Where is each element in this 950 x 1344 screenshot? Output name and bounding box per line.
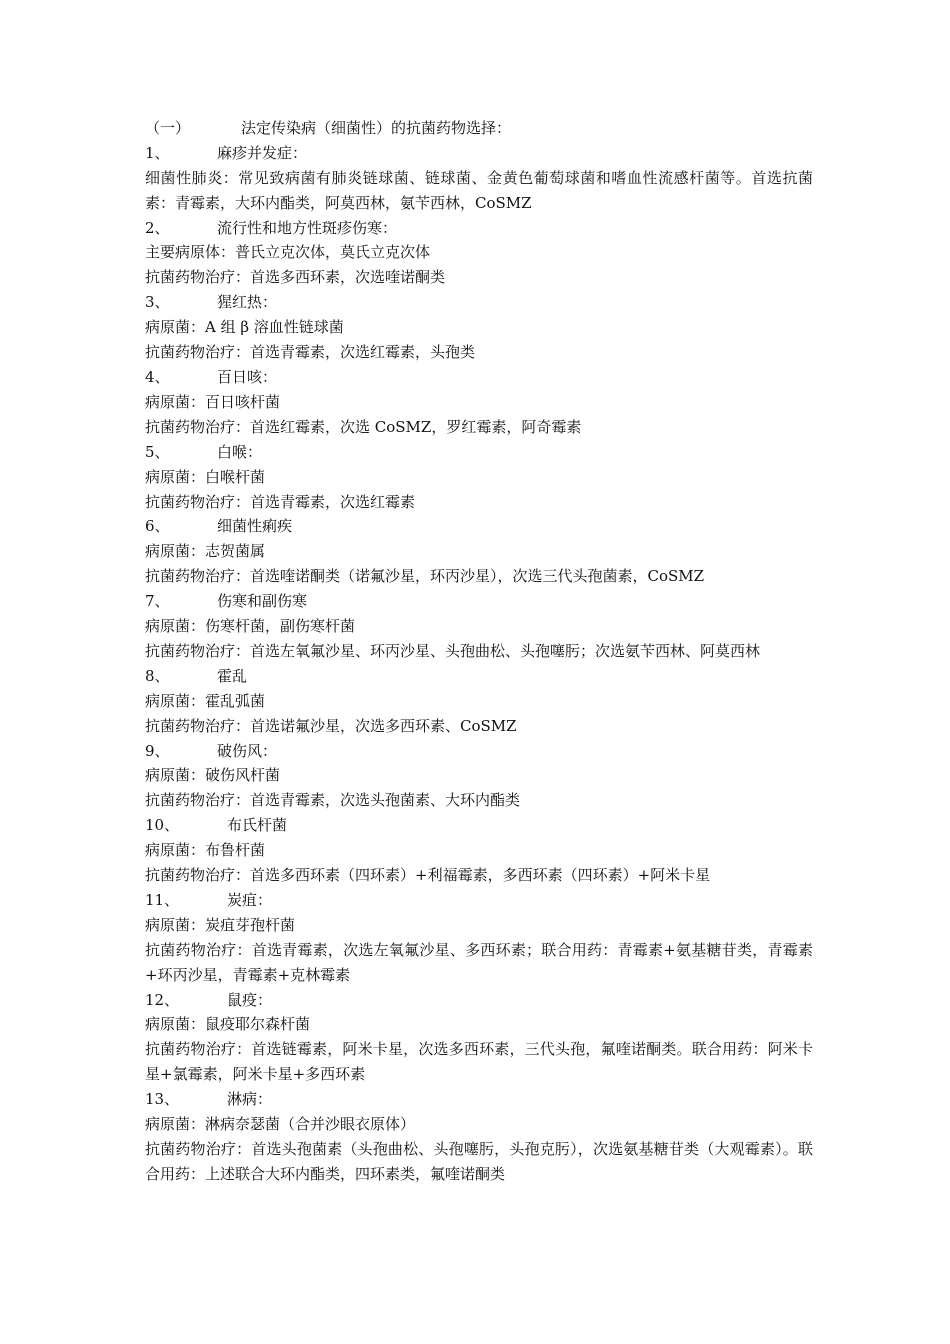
- disease-heading: [145, 365, 813, 390]
- disease-list: [145, 141, 813, 1187]
- disease-detail-line: 抗菌药物治疗：首选喹诺酮类（诺氟沙星，环丙沙星），次选三代头孢菌素，CoSMZ: [145, 567, 705, 586]
- disease-detail-line: 病原菌：布鲁杆菌: [145, 841, 266, 860]
- disease-number: 5、: [145, 442, 170, 461]
- disease-detail-line: 抗菌药物治疗：首选青霉素，次选红霉素，头孢类: [145, 343, 476, 362]
- disease-detail-line: 病原菌：鼠疫耶尔森杆菌: [145, 1015, 311, 1034]
- disease-heading: [145, 290, 813, 315]
- disease-detail-line: 病原菌：白喉杆菌: [145, 467, 266, 486]
- disease-title: 破伤风：: [217, 741, 278, 760]
- disease-detail-line: 抗菌药物治疗：首选青霉素，次选头孢菌素、大环内酯类: [145, 791, 521, 810]
- disease-title: 淋病：: [227, 1090, 273, 1109]
- section-title: 法定传染病（细菌性）的抗菌药物选择：: [241, 119, 512, 137]
- disease-number: 11、: [145, 890, 180, 909]
- disease-heading: [145, 589, 813, 614]
- disease-detail-line: 细菌性肺炎：常见致病菌有肺炎链球菌、链球菌、金黄色葡萄球菌和嗜血性流感杆菌等。首选抗菌素：青霉素，大环内酯类，阿莫西林，氨苄西林，CoSMZ: [145, 168, 813, 212]
- disease-detail-line: 病原菌：百日咳杆菌: [145, 392, 281, 411]
- disease-detail-line: 抗菌药物治疗：首选青霉素，次选左氧氟沙星、多西环素；联合用药：青霉素+氨基糖苷类，青霉素+环丙沙星，青霉素+克林霉素: [145, 940, 813, 984]
- disease-number: 7、: [145, 592, 170, 611]
- disease-detail-line: 抗菌药物治疗：首选青霉素，次选红霉素: [145, 492, 416, 511]
- disease-number: 12、: [145, 990, 180, 1009]
- disease-detail-line: 病原菌：A 组 β 溶血性链球菌: [145, 318, 344, 337]
- disease-title: 白喉：: [217, 442, 263, 461]
- disease-number: 6、: [145, 517, 170, 536]
- disease-title: 麻疹并发症：: [217, 143, 308, 162]
- disease-heading: [145, 1087, 813, 1112]
- disease-detail-line: 主要病原体：普氏立克次体，莫氏立克次体: [145, 243, 431, 262]
- disease-title: 伤寒和副伤寒: [217, 592, 308, 611]
- section-heading: [145, 116, 813, 141]
- disease-detail-line: 病原菌：炭疽芽孢杆菌: [145, 915, 296, 934]
- disease-number: 8、: [145, 666, 170, 685]
- disease-title: 霍乱: [217, 666, 248, 685]
- section-number: （一）: [145, 119, 191, 137]
- disease-title: 百日咳：: [217, 368, 278, 386]
- disease-heading: [145, 664, 813, 689]
- disease-number: 4、: [145, 368, 170, 386]
- disease-detail-line: 抗菌药物治疗：首选头孢菌素（头孢曲松、头孢噻肟，头孢克肟），次选氨基糖苷类（大观霉素）。联合用药：上述联合大环内酯类，四环素类，氟喹诺酮类: [145, 1139, 813, 1183]
- disease-heading: [145, 514, 813, 539]
- disease-number: 9、: [145, 741, 170, 760]
- disease-title: 细菌性痢疾: [217, 517, 293, 536]
- disease-heading: [145, 813, 813, 838]
- disease-number: 3、: [145, 293, 170, 312]
- disease-detail-line: 病原菌：志贺菌属: [145, 542, 266, 561]
- disease-detail-line: 抗菌药物治疗：首选多西环素，次选喹诺酮类: [145, 268, 446, 287]
- disease-heading: [145, 216, 813, 241]
- disease-detail-line: 病原菌：霍乱弧菌: [145, 691, 266, 710]
- disease-heading: [145, 440, 813, 465]
- disease-heading: [145, 988, 813, 1013]
- disease-title: 鼠疫：: [227, 990, 273, 1009]
- disease-detail-line: 抗菌药物治疗：首选左氧氟沙星、环丙沙星、头孢曲松、头孢噻肟；次选氨苄西林、阿莫西林: [145, 641, 761, 660]
- disease-number: 1、: [145, 143, 170, 162]
- disease-number: 2、: [145, 218, 170, 237]
- disease-detail-line: 病原菌：破伤风杆菌: [145, 766, 281, 785]
- disease-heading: [145, 888, 813, 913]
- disease-detail-line: 病原菌：伤寒杆菌，副伤寒杆菌: [145, 617, 356, 635]
- disease-title: 炭疽：: [227, 890, 273, 909]
- disease-heading: [145, 141, 813, 166]
- disease-detail-line: 抗菌药物治疗：首选链霉素，阿米卡星，次选多西环素，三代头孢，氟喹诺酮类。联合用药：阿米卡星+氯霉素，阿米卡星+多西环素: [145, 1040, 813, 1084]
- disease-heading: [145, 739, 813, 764]
- disease-detail-line: 抗菌药物治疗：首选红霉素，次选 CoSMZ，罗红霉素，阿奇霉素: [145, 417, 582, 436]
- disease-number: 13、: [145, 1090, 180, 1109]
- disease-detail-line: 抗菌药物治疗：首选多西环素（四环素）+利福霉素，多西环素（四环素）+阿米卡星: [145, 866, 711, 885]
- disease-detail-line: 病原菌：淋病奈瑟菌（合并沙眼衣原体）: [145, 1115, 416, 1134]
- disease-title: 猩红热：: [217, 293, 278, 312]
- disease-title: 流行性和地方性斑疹伤寒：: [217, 218, 398, 237]
- disease-number: 10、: [145, 816, 180, 835]
- disease-title: 布氏杆菌: [227, 816, 288, 835]
- document-body: [145, 116, 813, 1187]
- disease-detail-line: 抗菌药物治疗：首选诺氟沙星，次选多西环素、CoSMZ: [145, 716, 517, 735]
